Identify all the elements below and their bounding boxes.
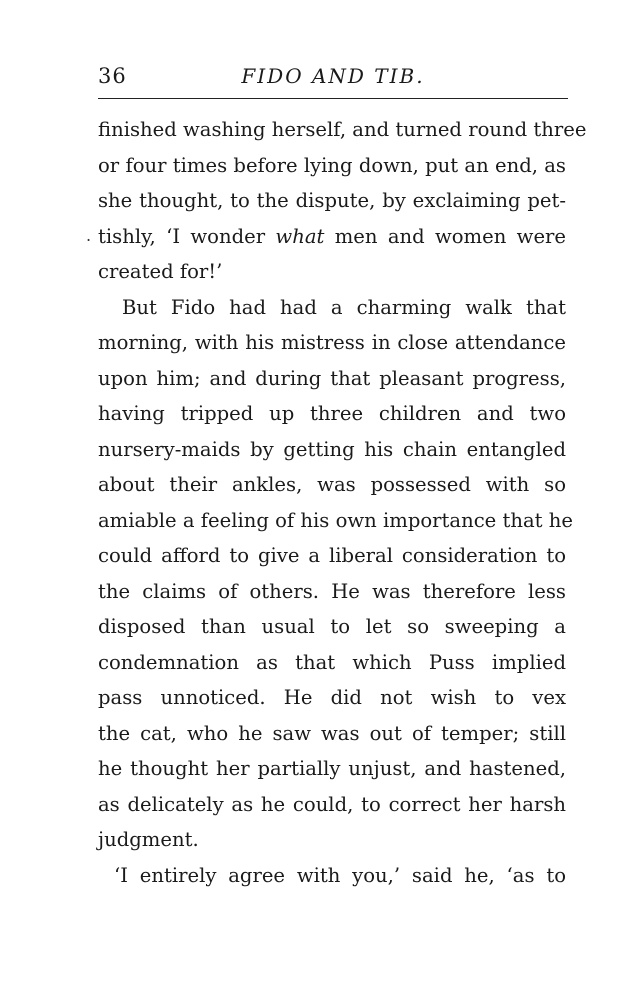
text-line: upon him; and during that pleasant progress, bbox=[98, 367, 566, 390]
text-line: about their ankles, was possessed with so bbox=[98, 473, 566, 496]
text-line: having tripped up three children and two bbox=[98, 402, 566, 425]
text-line bbox=[98, 221, 566, 253]
text-line: ‘I entirely agree with you,’ said he, ‘as to bbox=[114, 864, 566, 887]
emphasized-word: what bbox=[275, 225, 325, 248]
text-line: or four times before lying down, put an end, as bbox=[98, 154, 566, 177]
text-line: morning, with his mistress in close attendance bbox=[98, 331, 566, 354]
text-line: amiable a feeling of his own importance that he bbox=[98, 509, 573, 532]
running-head bbox=[98, 64, 568, 98]
text-line: the cat, who he saw was out of temper; still bbox=[98, 722, 566, 745]
text-line: judgment. bbox=[98, 828, 199, 851]
text-line: But Fido had had a charming walk that bbox=[122, 296, 566, 319]
running-title: FIDO AND TIB. bbox=[241, 64, 425, 88]
text-run: tishly, ‘I wonder bbox=[98, 225, 276, 248]
text-line: nursery-maids by getting his chain entangled bbox=[98, 438, 566, 461]
page-number: 36 bbox=[98, 64, 127, 88]
text-line: as delicately as he could, to correct her harsh bbox=[98, 793, 566, 816]
text-line: pass unnoticed. He did not wish to vex bbox=[98, 686, 566, 709]
text-line: the claims of others. He was therefore less bbox=[98, 580, 566, 603]
text-line: she thought, to the dispute, by exclaiming pet- bbox=[98, 189, 566, 212]
text-line: condemnation as that which Puss implied bbox=[98, 651, 566, 674]
text-line: finished washing herself, and turned round three bbox=[98, 118, 587, 141]
text-line: he thought her partially unjust, and hastened, bbox=[98, 757, 566, 780]
text-run: men and women were bbox=[324, 225, 567, 248]
text-line: disposed than usual to let so sweeping a bbox=[98, 615, 566, 638]
margin-mark: . bbox=[86, 226, 92, 245]
text-line: created for!’ bbox=[98, 260, 223, 283]
header-rule bbox=[98, 98, 568, 99]
text-line: could afford to give a liberal consideration to bbox=[98, 544, 566, 567]
